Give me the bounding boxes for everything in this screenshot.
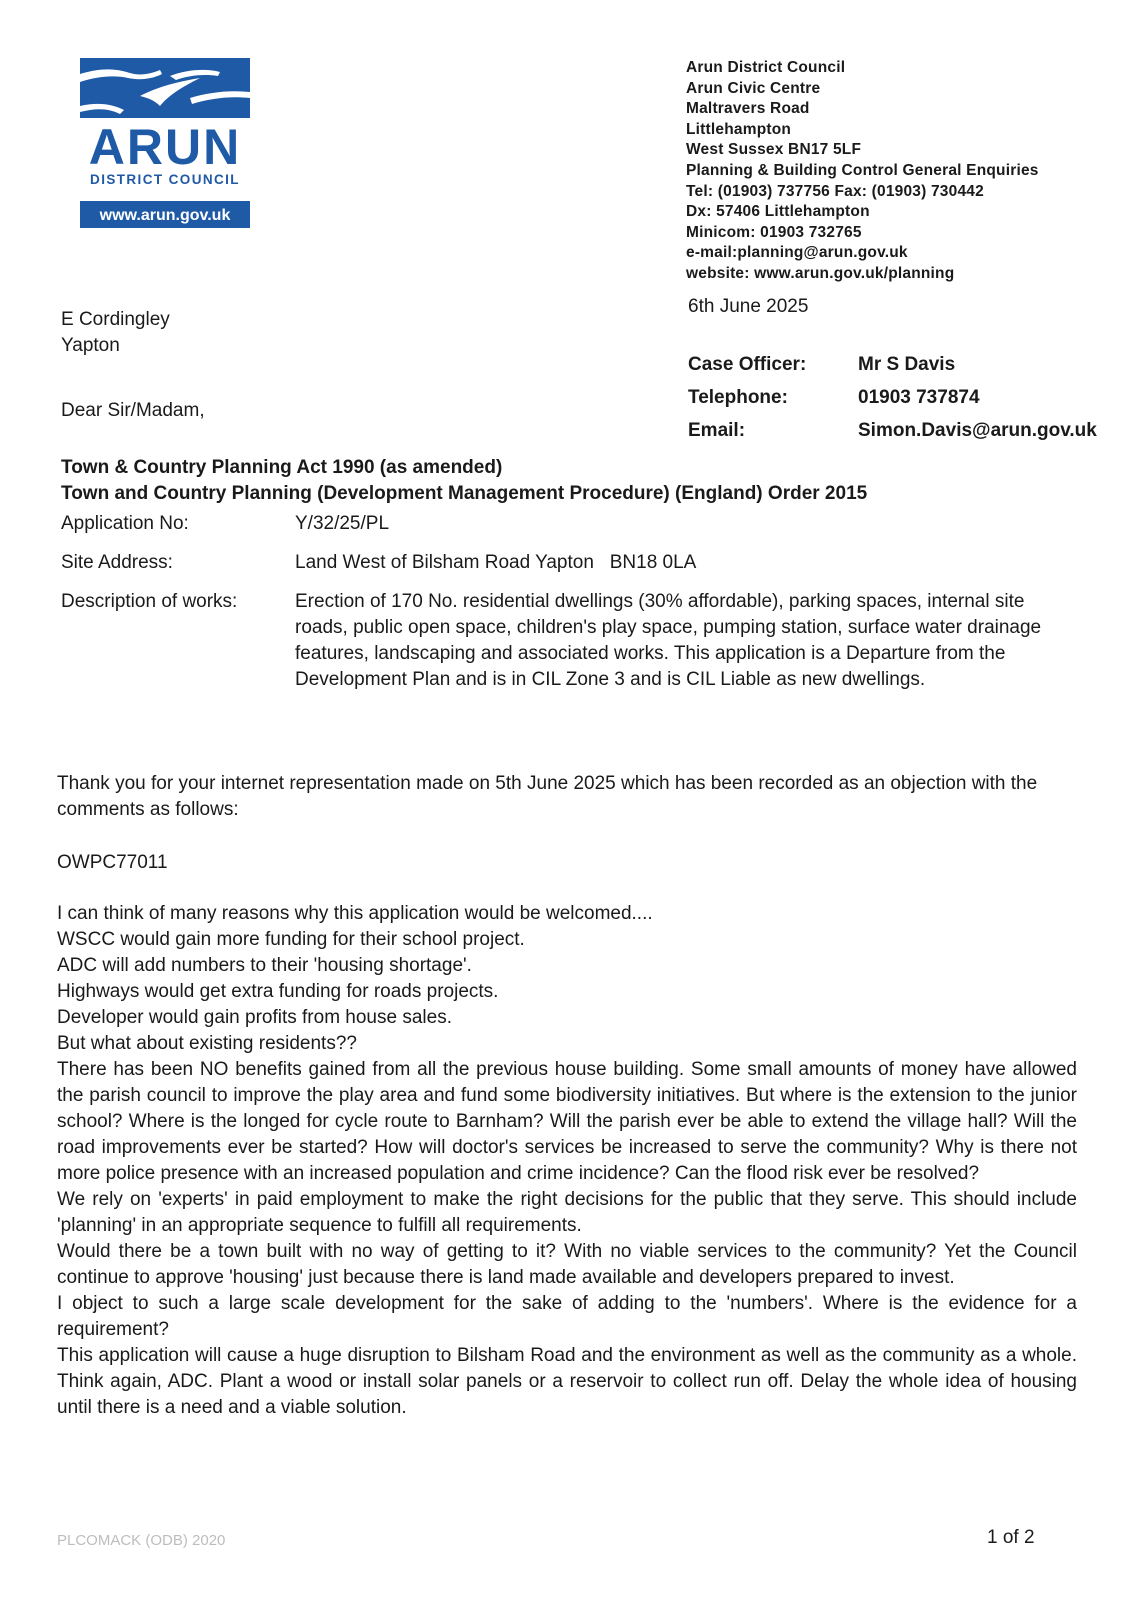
email-value: Simon.Davis@arun.gov.uk <box>858 420 1097 441</box>
email-row <box>688 420 1097 442</box>
application-number: Y/32/25/PL <box>295 513 390 534</box>
comment-paragraph: This application will cause a huge disruption to Bilsham Road and the environment as well as the community as a whole. Think again, ADC. Plant a wood or install solar panels or a reservoir to collect run off. Delay the whole idea of housing until there is a need and a viable solution. <box>57 1345 1077 1418</box>
page-number: 1 of 2 <box>987 1527 1035 1548</box>
address-line: Dx: 57406 Littlehampton <box>686 203 870 221</box>
comment-line: Highways would get extra funding for roads projects. <box>57 981 499 1002</box>
recipient-town: Yapton <box>61 335 120 356</box>
address-line: Arun Civic Centre <box>686 79 821 97</box>
arun-council-logo <box>80 58 250 230</box>
address-line: website: www.arun.gov.uk/planning <box>686 264 955 282</box>
email-label: Email: <box>688 420 746 441</box>
site-address: Land West of Bilsham Road Yapton BN18 0LA <box>295 552 697 573</box>
representation-reference: OWPC77011 <box>57 852 168 873</box>
address-line: West Sussex BN17 5LF <box>686 141 862 159</box>
telephone-row <box>688 387 980 409</box>
comment-line: But what about existing residents?? <box>57 1033 357 1054</box>
recipient-name: E Cordingley <box>61 309 170 330</box>
letter-date: 6th June 2025 <box>688 296 809 317</box>
address-line: Arun District Council <box>686 59 846 76</box>
comment-paragraph: There has been NO benefits gained from all the previous house building. Some small amounts of money have allowed the parish council to improve the play area and fund some biodiversity initiatives. But where is the extension to the junior school? Where is the longed for cycle route to Barnham? Will the parish ever be able to extend the village hall? Will the road improvements ever be started? How will doctor's services be increased to serve the community? Why is there not more police presence with an increased population and crime incidence? Can the flood risk ever be resolved? <box>57 1059 1077 1184</box>
comment-paragraph: I object to such a large scale development for the sake of adding to the 'numbers'. Where is the evidence for a requirement? <box>57 1293 1077 1340</box>
address-line: Littlehampton <box>686 120 792 138</box>
comment-line: WSCC would gain more funding for their school project. <box>57 929 525 950</box>
council-address <box>686 58 1039 285</box>
logo-url: www.arun.gov.uk <box>99 207 231 224</box>
case-officer-value: Mr S Davis <box>858 354 956 375</box>
comment-line: ADC will add numbers to their 'housing shortage'. <box>57 955 472 976</box>
case-officer-row <box>688 354 956 376</box>
address-line: Maltravers Road <box>686 100 810 118</box>
comment-line: Developer would gain profits from house sales. <box>57 1007 452 1028</box>
case-officer-label: Case Officer: <box>688 354 807 375</box>
description-label: Description of works: <box>61 591 238 612</box>
logo-subtitle: DISTRICT COUNCIL <box>90 172 240 187</box>
salutation: Dear Sir/Madam, <box>61 400 205 421</box>
comment-paragraph: Would there be a town built with no way of getting to it? With no viable services to the community? Yet the Council continue to approve 'housing' just because there is land made available and developers prepared to invest. <box>57 1241 1077 1288</box>
telephone-value: 01903 737874 <box>858 387 980 408</box>
objection-comments <box>57 901 1077 1421</box>
act-line: Town & Country Planning Act 1990 (as amended) <box>61 457 503 478</box>
recipient <box>61 307 170 359</box>
address-line: Planning & Building Control General Enquiries <box>686 161 1039 179</box>
comment-paragraph: We rely on 'experts' in paid employment to make the right decisions for the public that they serve. This should include 'planning' in an appropriate sequence to fulfill all requirements. <box>57 1189 1077 1236</box>
footer-form-code: PLCOMACK (ODB) 2020 <box>57 1532 226 1549</box>
address-line: Minicom: 01903 732765 <box>686 223 862 241</box>
logo-name: ARUN <box>88 119 242 175</box>
address-line: e-mail:planning@arun.gov.uk <box>686 244 908 262</box>
application-number-label: Application No: <box>61 513 189 534</box>
intro-paragraph: Thank you for your internet representation made on 5th June 2025 which has been recorded as an objection with the comments as follows: <box>57 773 1038 820</box>
description-of-works: Erection of 170 No. residential dwellings (30% affordable), parking spaces, internal site roads, public open space, children's play space, pumping station, surface water drainage features, landscaping and associated works. This application is a Departure from the Development Plan and is in CIL Zone 3 and is CIL Liable as new dwellings. <box>295 591 1042 690</box>
act-line: Town and Country Planning (Development Management Procedure) (England) Order 2015 <box>61 483 868 504</box>
telephone-label: Telephone: <box>688 387 788 408</box>
comment-line: I can think of many reasons why this application would be welcomed.... <box>57 903 653 924</box>
legislation-heading <box>61 455 867 507</box>
site-address-label: Site Address: <box>61 552 173 573</box>
address-line: Tel: (01903) 737756 Fax: (01903) 730442 <box>686 182 984 200</box>
